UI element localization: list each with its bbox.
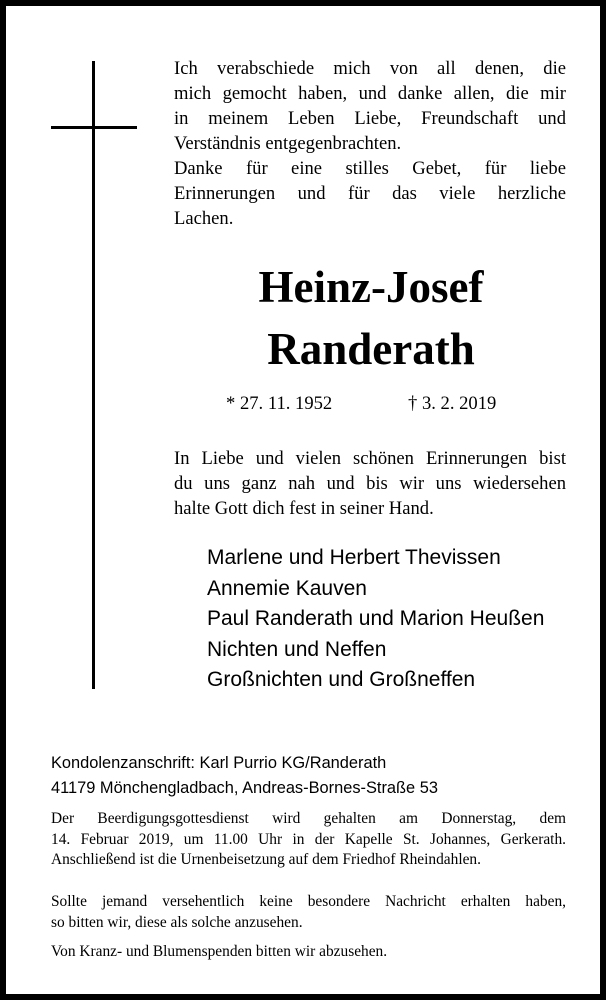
cross-vertical-bar (92, 61, 95, 689)
condolence-line: 41179 Mönchengladbach, Andreas-Bornes-Straße 53 (51, 779, 438, 797)
notice-line: Sollte jemand versehentlich keine besondere Nachricht erhalten haben, (51, 893, 566, 910)
mourner-entry: Großnichten und Großneffen (207, 668, 476, 691)
flowers-notice (51, 942, 566, 963)
funeral-line: 14. Februar 2019, um 11.00 Uhr in der Kapelle St. Johannes, Gerkerath. (51, 830, 566, 848)
verse-text (174, 446, 566, 521)
intro-text (174, 56, 566, 231)
verse-line: du uns ganz nah und bis wir uns wiedersehen (174, 473, 566, 494)
mourner-entry: Annemie Kauven (207, 576, 367, 600)
funeral-line: Anschließend ist die Urnenbeisetzung auf dem Friedhof Rheindahlen. (51, 851, 481, 868)
intro-line: Ich verabschiede mich von all denen, die (174, 58, 566, 79)
funeral-line: Der Beerdigungsgottesdienst wird gehalten am Donnerstag, dem (51, 810, 566, 827)
death-date: † 3. 2. 2019 (408, 393, 497, 414)
deceased-last-name: Randerath (267, 324, 475, 374)
mourners-list (207, 543, 577, 696)
mourner-entry: Paul Randerath und Marion Heußen (207, 607, 545, 630)
flowers-line: Von Kranz- und Blumenspenden bitten wir abzusehen. (51, 943, 388, 960)
notification-notice (51, 892, 566, 933)
condolence-address (51, 751, 571, 801)
intro-line: Erinnerungen und für das viele herzliche (174, 183, 566, 204)
verse-line: In Liebe und vielen schönen Erinnerungen bist (174, 448, 566, 469)
intro-line: in meinem Leben Liebe, Freundschaft und (174, 108, 566, 129)
mourner-entry: Nichten und Neffen (207, 637, 387, 661)
intro-line: Verständnis entgegenbrachten. (174, 133, 402, 154)
intro-line: Danke für eine stilles Gebet, für liebe (174, 158, 566, 179)
condolence-line: Kondolenzanschrift: Karl Purrio KG/Randerath (51, 754, 387, 772)
birth-date: * 27. 11. 1952 (226, 393, 333, 414)
intro-line: Lachen. (174, 208, 234, 229)
deceased-first-name: Heinz-Josef (258, 262, 484, 312)
intro-line: mich gemocht haben, und danke allen, die mir (174, 83, 566, 104)
verse-line: halte Gott dich fest in seiner Hand. (174, 498, 434, 519)
funeral-notice (51, 809, 566, 871)
notice-line: so bitten wir, diese als solche anzusehen. (51, 913, 303, 931)
mourner-entry: Marlene und Herbert Thevissen (207, 546, 501, 569)
cross-horizontal-bar (51, 126, 137, 129)
